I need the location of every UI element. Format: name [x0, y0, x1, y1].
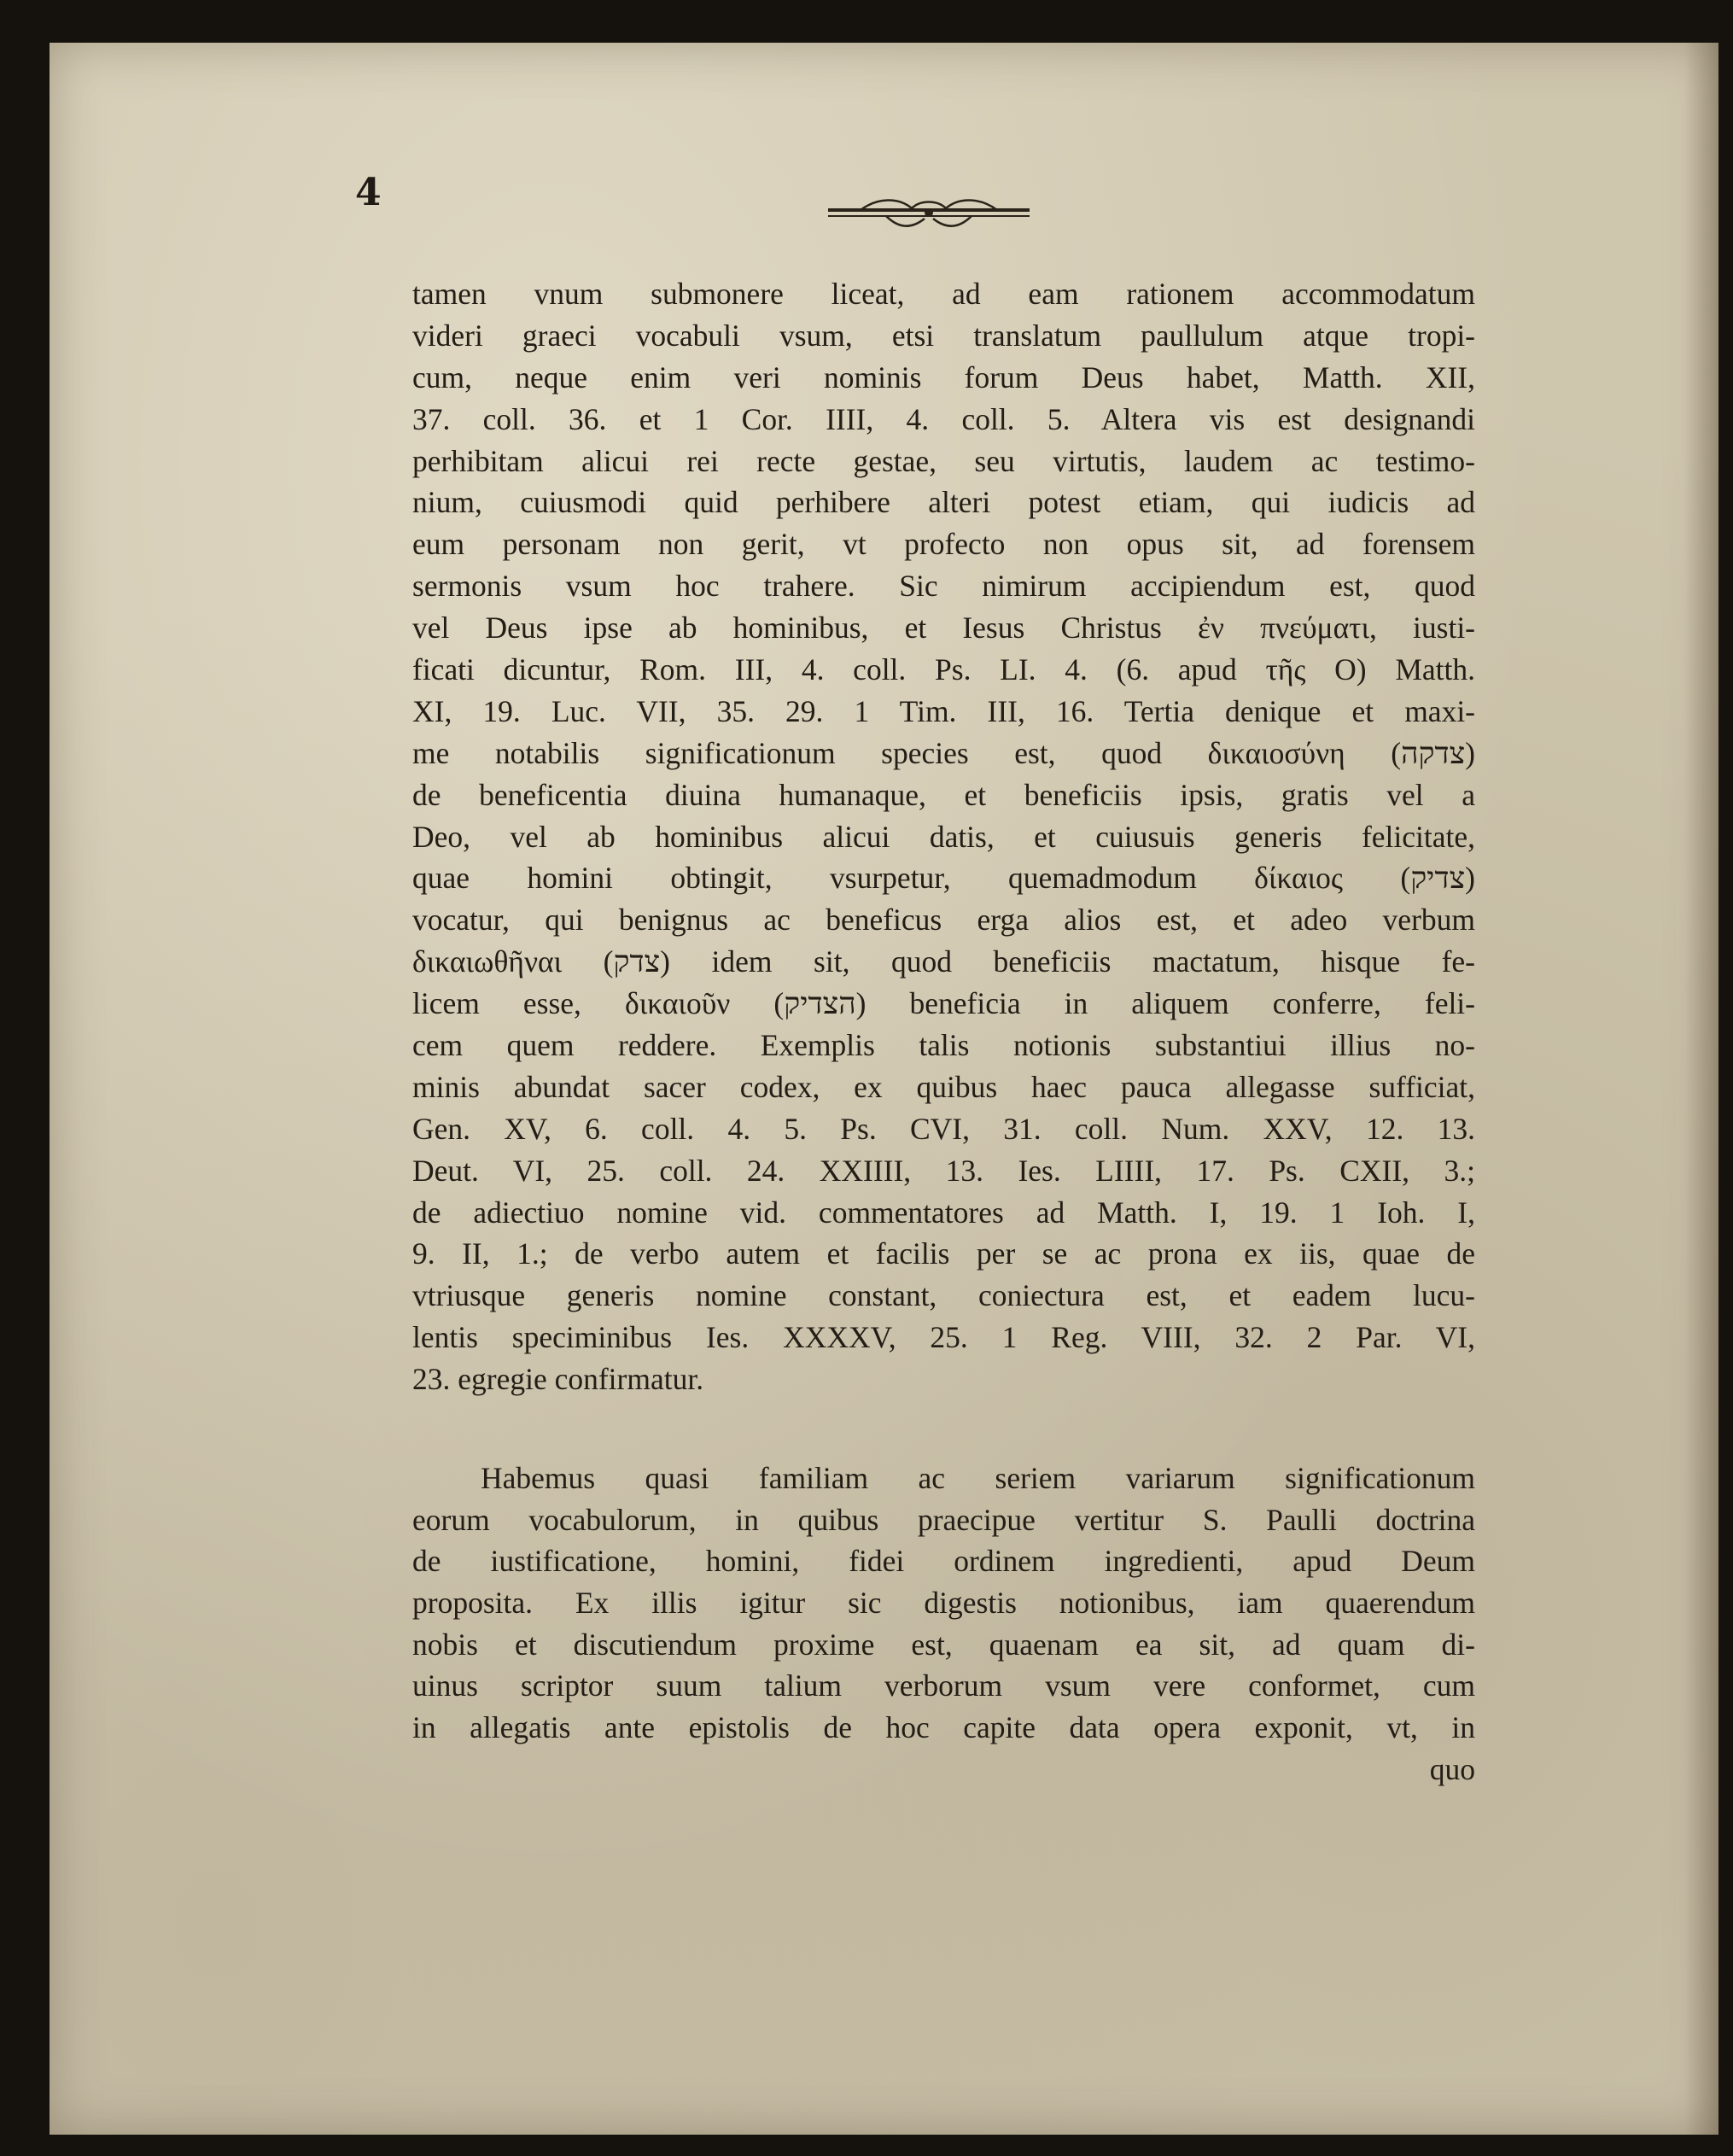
- text-line: tamen vnum submonere liceat, ad eam rationem accommodatum: [412, 277, 1475, 311]
- text-line: 23. egregie confirmatur.: [412, 1362, 704, 1397]
- text-line: quae homini obtingit, vsurpetur, quemadmodum δίκαιος (צדיק): [412, 861, 1475, 896]
- paragraph: [412, 1458, 1475, 1791]
- text-line: eorum vocabulorum, in quibus praecipue vertitur S. Paulli doctrina: [412, 1502, 1475, 1537]
- book-page: [50, 43, 1718, 2135]
- text-line: sermonis vsum hoc trahere. Sic nimirum accipiendum est, quod: [412, 569, 1475, 604]
- text-line: vocatur, qui benignus ac beneficus erga alios est, et adeo verbum: [412, 903, 1475, 938]
- text-line: de beneficentia diuina humanaque, et beneficiis ipsis, gratis vel a: [412, 777, 1475, 812]
- text-line: de iustificatione, homini, fidei ordinem ingredienti, apud Deum: [412, 1544, 1475, 1579]
- text-line: vel Deus ipse ab hominibus, et Iesus Christus ἐν πνεύματι, iusti-: [412, 611, 1475, 646]
- text-line: Deo, vel ab hominibus alicui datis, et cuiusuis generis felicitate,: [412, 819, 1475, 854]
- text-line: proposita. Ex illis igitur sic digestis notionibus, iam quaerendum: [412, 1586, 1475, 1621]
- text-line: perhibitam alicui rei recte gestae, seu virtutis, laudem ac testimo-: [412, 443, 1475, 478]
- catchword: quo: [1429, 1751, 1475, 1786]
- paragraph: [412, 273, 1475, 1400]
- text-line: Gen. XV, 6. coll. 4. 5. Ps. CVI, 31. coll. Num. XXV, 12. 13.: [412, 1111, 1475, 1146]
- text-line: licem esse, δικαιοῦν (הצדיק) beneficia in aliquem conferre, feli-: [412, 986, 1475, 1021]
- page-number: 4: [355, 171, 382, 214]
- text-line: 9. II, 1.; de verbo autem et facilis per se ac prona ex iis, quae de: [412, 1236, 1475, 1271]
- text-line: de adiectiuo nomine vid. commentatores ad Matth. I, 19. 1 Ioh. I,: [412, 1195, 1475, 1230]
- text-line: ficati dicuntur, Rom. III, 4. coll. Ps. LI. 4. (6. apud τῆς O) Matth.: [412, 652, 1475, 687]
- text-line: vtriusque generis nomine constant, coniectura est, et eadem lucu-: [412, 1278, 1475, 1313]
- text-line: in allegatis ante epistolis de hoc capite data opera exponit, vt, in: [412, 1710, 1475, 1745]
- text-line: δικαιωθῆναι (צדק) idem sit, quod beneficiis mactatum, hisque fe-: [412, 944, 1475, 979]
- text-line: nobis et discutiendum proxime est, quaenam ea sit, ad quam di-: [412, 1627, 1475, 1662]
- text-line: minis abundat sacer codex, ex quibus haec pauca allegasse sufficiat,: [412, 1069, 1475, 1104]
- text-line: lentis speciminibus Ies. XXXXV, 25. 1 Reg. VIII, 32. 2 Par. VI,: [412, 1320, 1475, 1355]
- text-line: XI, 19. Luc. VII, 35. 29. 1 Tim. III, 16. Tertia denique et maxi-: [412, 693, 1475, 728]
- text-line: Habemus quasi familiam ac seriem variarum significationum: [481, 1461, 1475, 1495]
- text-line: eum personam non gerit, vt profecto non opus sit, ad forensem: [412, 527, 1475, 562]
- text-line: me notabilis significationum species est, quod δικαιοσύνη (צדקה): [412, 735, 1475, 770]
- text-line: nium, cuiusmodi quid perhibere alteri potest etiam, qui iudicis ad: [412, 485, 1475, 520]
- text-line: cem quem reddere. Exemplis talis notionis substantiui illius no-: [412, 1028, 1475, 1063]
- page-edge-shadow: [1684, 43, 1718, 2135]
- text-line: videri graeci vocabuli vsum, etsi translatum paullulum atque tropi-: [412, 318, 1475, 353]
- text-line: uinus scriptor suum talium verborum vsum vere conformet, cum: [412, 1668, 1475, 1703]
- text-line: Deut. VI, 25. coll. 24. XXIIII, 13. Ies. LIIII, 17. Ps. CXII, 3.;: [412, 1153, 1475, 1188]
- headpiece-ornament-icon: [826, 193, 1031, 236]
- text-line: 37. coll. 36. et 1 Cor. IIII, 4. coll. 5. Altera vis est designandi: [412, 401, 1475, 436]
- body-text: [412, 273, 1475, 1786]
- text-line: cum, neque enim veri nominis forum Deus habet, Matth. XII,: [412, 359, 1475, 394]
